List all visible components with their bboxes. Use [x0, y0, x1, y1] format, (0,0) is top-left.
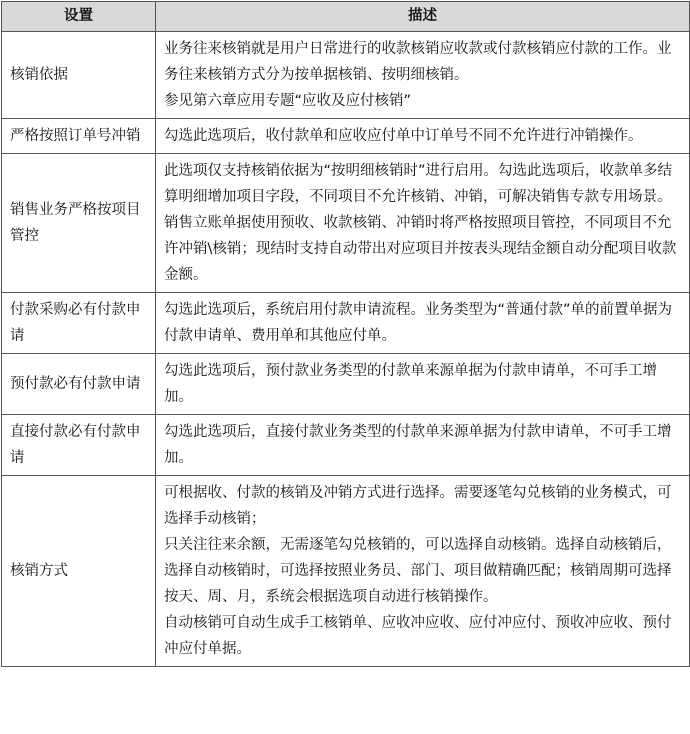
setting-name: 销售业务严格按项目管控	[2, 154, 156, 293]
description-paragraph: 参见第六章应用专题“应收及应付核销”	[164, 93, 412, 109]
setting-name: 严格按照订单号冲销	[2, 119, 156, 154]
setting-description	[156, 476, 690, 667]
settings-table	[1, 1, 690, 667]
description-paragraph: 勾选此选项后，收付款单和应收应付单中订单号不同不允许进行冲销操作。	[164, 128, 643, 144]
setting-description	[156, 119, 690, 154]
setting-description	[156, 154, 690, 293]
header-description: 描述	[156, 2, 690, 32]
description-paragraph: 只关注往来余额，无需逐笔勾兑核销的，可以选择自动核销。选择自动核销后，选择自动核销时，可选择按照业务员、部门、项目做精确匹配；核销周期可选择按天、周、月，系统会根据选项自动进行核销操作。	[164, 537, 672, 605]
setting-description	[156, 415, 690, 476]
table-row	[2, 154, 690, 293]
description-paragraph: 业务往来核销就是用户日常进行的收款核销应收款或付款核销应付款的工作。业务往来核销方式分为按单据核销、按明细核销。	[164, 41, 672, 83]
description-paragraph: 勾选此选项后，系统启用付款申请流程。业务类型为“普通付款”单的前置单据为付款申请单、费用单和其他应付单。	[164, 302, 673, 344]
description-paragraph: 勾选此选项后，直接付款业务类型的付款单来源单据为付款申请单，不可手工增加。	[164, 424, 672, 466]
setting-name: 直接付款必有付款申请	[2, 415, 156, 476]
setting-name: 预付款必有付款申请	[2, 354, 156, 415]
table-row	[2, 476, 690, 667]
description-paragraph: 自动核销可自动生成手工核销单、应收冲应收、应付冲应付、预收冲应收、预付冲应付单据。	[164, 615, 672, 657]
setting-name: 核销方式	[2, 476, 156, 667]
header-setting: 设置	[2, 2, 156, 32]
setting-name: 核销依据	[2, 32, 156, 119]
table-row	[2, 32, 690, 119]
table-row	[2, 293, 690, 354]
description-paragraph: 可根据收、付款的核销及冲销方式进行选择。需要逐笔勾兑核销的业务模式，可选择手动核销；	[164, 485, 672, 527]
setting-description	[156, 293, 690, 354]
table-row	[2, 354, 690, 415]
setting-description	[156, 32, 690, 119]
setting-name: 付款采购必有付款申请	[2, 293, 156, 354]
table-row	[2, 415, 690, 476]
description-paragraph: 此选项仅支持核销依据为“按明细核销时”进行启用。勾选此选项后，收款单多结算明细增加项目字段，不同项目不允许核销、冲销，可解决销售专款专用场景。销售立账单据使用预收、收款核销、冲销时将严格按照项目管控，不同项目不允许冲销\核销；现结时支持自动带出对应项目并按表头现结金额自动分配项目收款金额。	[164, 163, 677, 283]
table-header-row	[2, 2, 690, 32]
description-paragraph: 勾选此选项后，预付款业务类型的付款单来源单据为付款申请单，不可手工增加。	[164, 363, 657, 405]
table-row	[2, 119, 690, 154]
setting-description	[156, 354, 690, 415]
